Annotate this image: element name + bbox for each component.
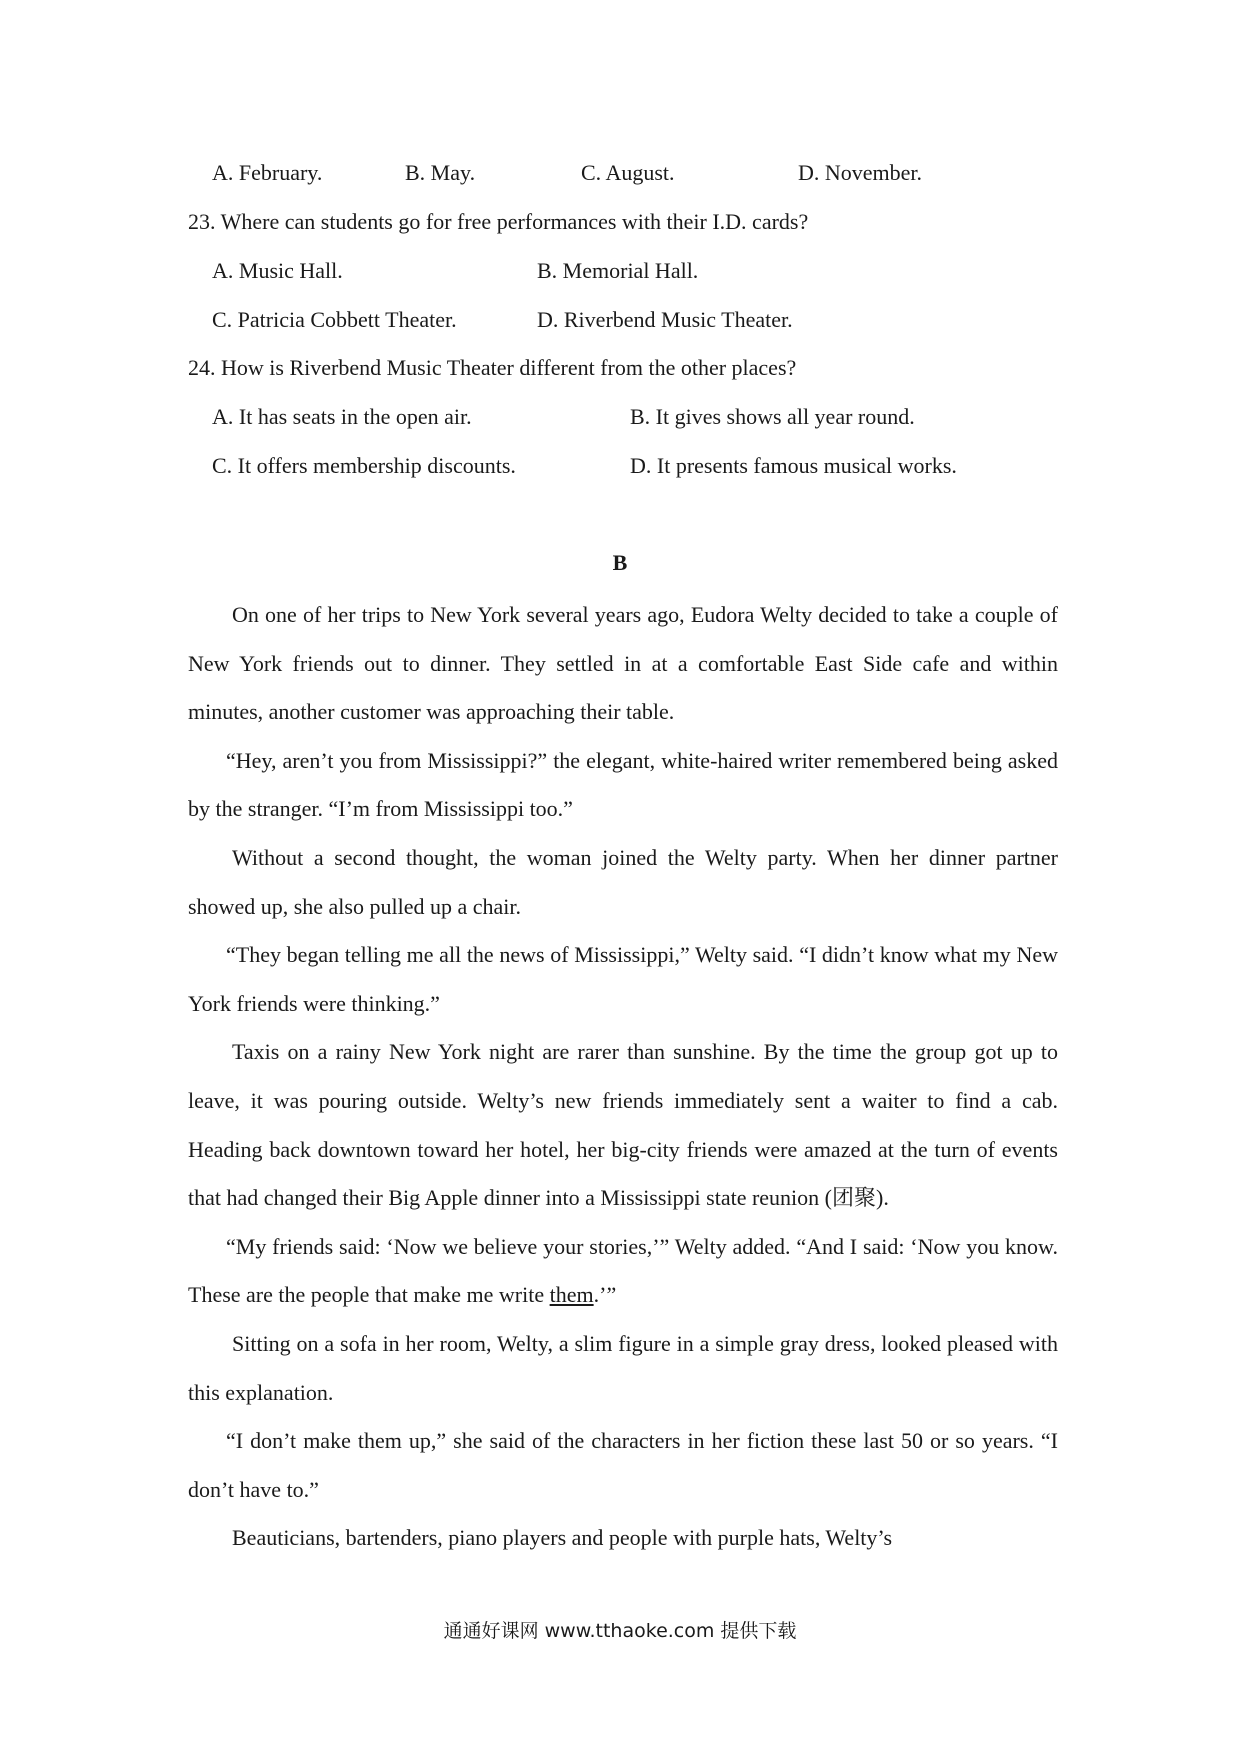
q24-option-d: D. It presents famous musical works. (630, 453, 957, 478)
passage-paragraph-6 (188, 1223, 1058, 1320)
q24-option-b: B. It gives shows all year round. (630, 404, 915, 429)
q22-option-c: C. August. (581, 160, 675, 185)
paragraph-6-text-end: .’” (593, 1282, 617, 1308)
passage (188, 591, 1058, 1563)
q22-option-a: A. February. (212, 160, 323, 185)
passage-paragraph-7: Sitting on a sofa in her room, Welty, a slim figure in a simple gray dress, looked pleased with this explanation. (188, 1330, 1058, 1405)
q24-option-a: A. It has seats in the open air. (212, 404, 472, 429)
q23-option-d: D. Riverbend Music Theater. (537, 307, 793, 332)
passage-paragraph-3: Without a second thought, the woman joined the Welty party. When her dinner partner showed up, she also pulled up a chair. (188, 844, 1058, 919)
q23-option-a: A. Music Hall. (212, 258, 343, 283)
paragraph-6-text-start: “My friends said: ‘Now we believe your stories,’” Welty added. “And I said: ‘Now you know. These are the people that make me write (188, 1233, 1058, 1308)
footer-watermark: 通通好课网 www.tthaoke.com 提供下载 (443, 1620, 797, 1642)
q23-question: 23. Where can students go for free performances with their I.D. cards? (188, 209, 809, 234)
section-title: B (612, 550, 628, 575)
passage-paragraph-1: On one of her trips to New York several years ago, Eudora Welty decided to take a couple of New York friends out to dinner. They settled in at a comfortable East Side cafe and within minutes, another customer was approaching their table. (188, 602, 1058, 725)
q24-question: 24. How is Riverbend Music Theater different from the other places? (188, 355, 797, 380)
q22-option-d: D. November. (798, 160, 923, 185)
passage-paragraph-8: “I don’t make them up,” she said of the characters in her fiction these last 50 or so years. “I don’t have to.” (188, 1428, 1058, 1502)
passage-paragraph-2: “Hey, aren’t you from Mississippi?” the elegant, white-haired writer remembered being asked by the stranger. “I’m from Mississippi too.” (188, 747, 1058, 822)
q23-option-b: B. Memorial Hall. (537, 258, 699, 283)
underlined-word-them: them (549, 1282, 594, 1308)
q23-option-c: C. Patricia Cobbett Theater. (212, 307, 457, 332)
q22-option-b: B. May. (405, 160, 476, 185)
passage-paragraph-9: Beauticians, bartenders, piano players and people with purple hats, Welty’s (232, 1525, 893, 1551)
passage-paragraph-4: “They began telling me all the news of Mississippi,” Welty said. “I didn’t know what my New York friends were thinking.” (188, 942, 1058, 1016)
passage-paragraph-5: Taxis on a rainy New York night are rarer than sunshine. By the time the group got up to leave, it was pouring outside. Welty’s new friends immediately sent a waiter to find a cab. Heading back downtown toward her hotel, her big-city friends were amazed at the turn of events that had changed their Big Apple dinner into a Mississippi state reunion (团聚). (188, 1039, 1058, 1211)
q24-option-c: C. It offers membership discounts. (212, 453, 516, 478)
